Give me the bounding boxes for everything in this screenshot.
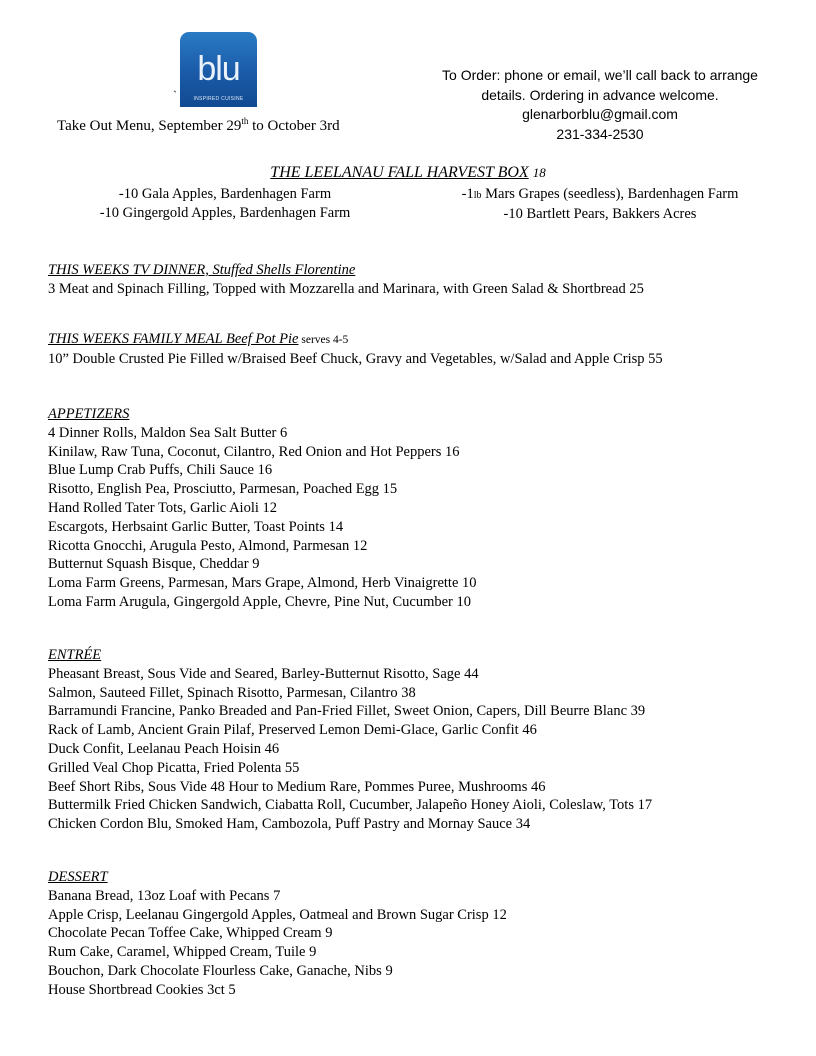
menu-item: Rum Cake, Caramel, Whipped Cream, Tuile 9 xyxy=(48,944,317,961)
family-meal-heading-line xyxy=(48,330,808,350)
menu-item: Escargots, Herbsaint Garlic Butter, Toast Points 14 xyxy=(48,518,344,535)
order-line2: details. Ordering in advance welcome. xyxy=(481,86,719,103)
menu-item: Kinilaw, Raw Tuna, Coconut, Cilantro, Red Onion and Hot Peppers 16 xyxy=(48,443,460,460)
menu-item: Rack of Lamb, Ancient Grain Pilaf, Preserved Lemon Demi-Glace, Garlic Confit 46 xyxy=(48,722,537,739)
logo-word: blu xyxy=(197,50,240,88)
harvest-item: -10 Gingergold Apples, Bardenhagen Farm xyxy=(99,205,351,221)
harvest-item xyxy=(415,185,785,205)
menu-item: Blue Lump Crab Puffs, Chili Sauce 16 xyxy=(48,462,273,479)
menu-item: Loma Farm Greens, Parmesan, Mars Grape, Almond, Herb Vinaigrette 10 xyxy=(48,575,477,592)
menu-item: Apple Crisp, Leelanau Gingergold Apples, Oatmeal and Brown Sugar Crisp 12 xyxy=(48,906,507,923)
menu-item: Butternut Squash Bisque, Cheddar 9 xyxy=(48,556,260,573)
menu-item: 4 Dinner Rolls, Maldon Sea Salt Butter 6 xyxy=(48,424,288,441)
order-phone[interactable]: 231-334-2530 xyxy=(556,125,644,142)
harvest-desc: Mars Grapes (seedless), Bardenhagen Farm xyxy=(481,186,739,202)
harvest-item: -10 Bartlett Pears, Bakkers Acres xyxy=(503,206,697,222)
tv-dinner-desc: 3 Meat and Spinach Filling, Topped with Mozzarella and Marinara, with Green Salad & Shortbread 25 xyxy=(48,280,644,297)
menu-item: Chocolate Pecan Toffee Cake, Whipped Cream 9 xyxy=(48,925,333,942)
harvest-unit: lb xyxy=(473,190,482,201)
order-email[interactable]: glenarborblu@gmail.com xyxy=(522,106,678,122)
menu-item: House Shortbread Cookies 3ct 5 xyxy=(48,981,236,998)
menu-item: Ricotta Gnocchi, Arugula Pesto, Almond, Parmesan 12 xyxy=(48,537,368,554)
menu-item: Bouchon, Dark Chocolate Flourless Cake, Ganache, Nibs 9 xyxy=(48,962,393,979)
tv-dinner-heading: THIS WEEKS TV DINNER, Stuffed Shells Florentine xyxy=(48,262,356,278)
harvest-box-title xyxy=(0,164,816,182)
appetizers-heading: APPETIZERS xyxy=(48,406,130,422)
menu-item: Pheasant Breast, Sous Vide and Seared, Barley-Butternut Risotto, Sage 44 xyxy=(48,665,479,682)
logo-tagline: INSPIRED CUISINE xyxy=(193,96,244,102)
entree-section xyxy=(48,646,808,834)
menu-item: Beef Short Ribs, Sous Vide 48 Hour to Medium Rare, Pommes Puree, Mushrooms 46 xyxy=(48,778,546,795)
menu-item: Banana Bread, 13oz Loaf with Pecans 7 xyxy=(48,887,281,904)
menu-item: Buttermilk Fried Chicken Sandwich, Ciabatta Roll, Cucumber, Jalapeño Honey Aioli, Coleslaw, Tots 17 xyxy=(48,797,653,814)
order-info xyxy=(420,66,780,144)
harvest-item: -10 Gala Apples, Bardenhagen Farm xyxy=(118,186,332,202)
harvest-qty: -1 xyxy=(461,186,474,202)
takeout-suffix: to October 3rd xyxy=(248,118,340,134)
menu-item: Duck Confit, Leelanau Peach Hoisin 46 xyxy=(48,740,280,757)
harvest-name: THE LEELANAU FALL HARVEST BOX xyxy=(270,164,529,181)
harvest-right-column xyxy=(415,185,785,224)
menu-item: Grilled Veal Chop Picatta, Fried Polenta 55 xyxy=(48,759,300,776)
menu-item: Barramundi Francine, Panko Breaded and Pan-Fried Fillet, Sweet Onion, Capers, Dill Beurre Blanc 39 xyxy=(48,703,646,720)
appetizers-section xyxy=(48,405,808,612)
menu-item: Hand Rolled Tater Tots, Garlic Aioli 12 xyxy=(48,499,277,516)
family-meal-section xyxy=(48,330,808,369)
menu-item: Salmon, Sauteed Fillet, Spinach Risotto, Parmesan, Cilantro 38 xyxy=(48,684,416,701)
harvest-price: 18 xyxy=(532,165,546,180)
dessert-heading: DESSERT xyxy=(48,869,108,885)
takeout-sup: th xyxy=(241,116,249,126)
order-line1: To Order: phone or email, we’ll call back to arrange xyxy=(442,67,758,83)
takeout-dates xyxy=(57,116,340,135)
blu-logo xyxy=(180,32,257,107)
family-meal-heading: THIS WEEKS FAMILY MEAL Beef Pot Pie xyxy=(48,331,299,347)
family-meal-serves: serves 4-5 xyxy=(298,334,349,346)
dessert-section xyxy=(48,868,808,1000)
menu-item: Loma Farm Arugula, Gingergold Apple, Chevre, Pine Nut, Cucumber 10 xyxy=(48,593,471,610)
menu-item: Risotto, English Pea, Prosciutto, Parmesan, Poached Egg 15 xyxy=(48,481,398,498)
menu-item: Chicken Cordon Blu, Smoked Ham, Cambozola, Puff Pastry and Mornay Sauce 34 xyxy=(48,816,531,833)
takeout-prefix: Take Out Menu, September 29 xyxy=(57,118,242,134)
harvest-left-column xyxy=(40,185,410,223)
tv-dinner-section xyxy=(48,261,808,299)
logo-mark: ` xyxy=(173,88,177,102)
family-meal-desc: 10” Double Crusted Pie Filled w/Braised Beef Chuck, Gravy and Vegetables, w/Salad and Apple Crisp 55 xyxy=(48,350,663,367)
entree-heading: ENTRÉE xyxy=(48,647,102,663)
